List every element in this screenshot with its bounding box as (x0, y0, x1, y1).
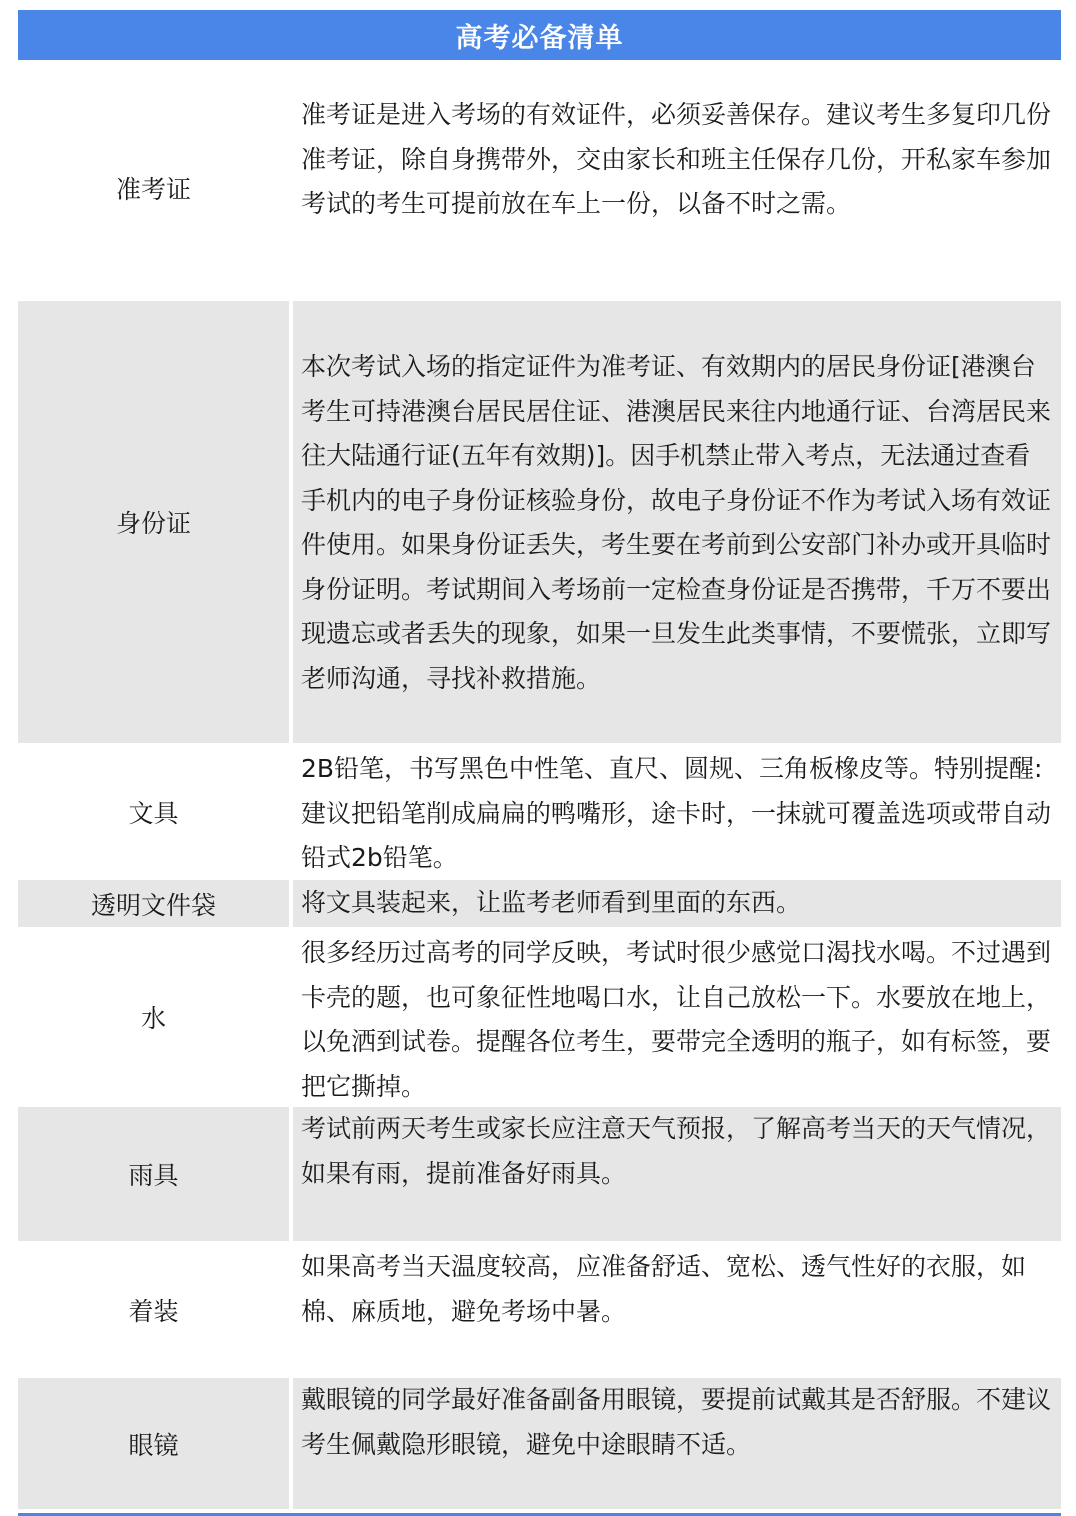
item-name: 眼镜 (18, 1378, 289, 1509)
item-description: 2B铅笔，书写黑色中性笔、直尺、圆规、三角板橡皮等。特别提醒:建议把铅笔削成扁扁的鸭嘴形，途卡时，一抹就可覆盖选项或带自动铅式2b铅笔。 (301, 754, 1052, 872)
table-title: 高考必备清单 (18, 10, 1061, 60)
table-row (18, 880, 1061, 927)
checklist-table (18, 10, 1061, 1516)
table-row (18, 78, 1061, 297)
item-name: 着装 (128, 1296, 179, 1326)
item-name: 文具 (128, 798, 179, 828)
item-description: 如果高考当天温度较高，应准备舒适、宽松、透气性好的衣服，如棉、麻质地，避免考场中暑。 (301, 1252, 1027, 1326)
table-row (18, 747, 1061, 876)
item-description: 准考证是进入考场的有效证件，必须妥善保存。建议考生多复印几份准考证，除自身携带外，交由家长和班主任保存几份，开私家车参加考试的考生可提前放在车上一份，以备不时之需。 (301, 100, 1052, 218)
item-description: 将文具装起来，让监考老师看到里面的东西。 (293, 880, 1061, 927)
table-row (18, 301, 1061, 743)
item-description: 很多经历过高考的同学反映，考试时很少感觉口渴找水喝。不过遇到卡壳的题，也可象征性地喝口水，让自己放松一下。水要放在地上，以免洒到试卷。提醒各位考生，要带完全透明的瓶子，如有标签，要把它撕掉。 (301, 938, 1052, 1101)
item-name: 准考证 (115, 174, 191, 204)
table-row (18, 1245, 1061, 1374)
table-row (18, 1107, 1061, 1241)
item-name: 雨具 (18, 1107, 289, 1241)
item-name: 水 (140, 1004, 166, 1033)
item-description: 考试前两天考生或家长应注意天气预报，了解高考当天的天气情况，如果有雨，提前准备好雨具。 (293, 1107, 1061, 1241)
table-row (18, 931, 1061, 1103)
item-description: 本次考试入场的指定证件为准考证、有效期内的居民身份证[港澳台考生可持港澳台居民居住证、港澳居民来往内地通行证、台湾居民来往大陆通行证(五年有效期)]。因手机禁止带入考点，无法通过查看手机内的电子身份证核验身份，故电子身份证不作为考试入场有效证件使用。如果身份证丢失，考生要在考前到公安部门补办或开具临时身份证明。考试期间入考场前一定检查身份证是否携带，千万不要出现遗忘或者丢失的现象，如果一旦发生此类事情，不要慌张，立即写老师沟通，寻找补救措施。 (293, 301, 1061, 743)
item-description: 戴眼镜的同学最好准备副备用眼镜，要提前试戴其是否舒服。不建议考生佩戴隐形眼镜，避免中途眼睛不适。 (293, 1378, 1061, 1509)
item-name: 身份证 (18, 301, 289, 743)
item-name: 透明文件袋 (18, 880, 289, 927)
table-row (18, 1378, 1061, 1509)
